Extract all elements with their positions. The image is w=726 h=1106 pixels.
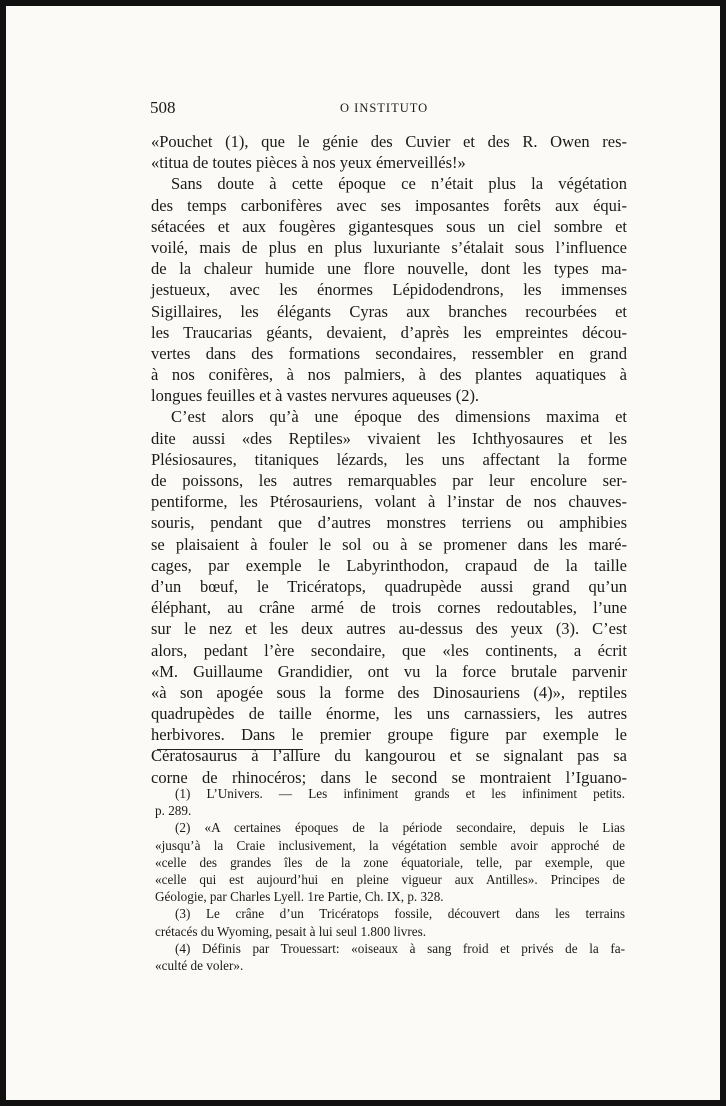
body-line: dite aussi «des Reptiles» vivaient les Ichthyosaures et les [151, 428, 627, 448]
body-line: éléphant, au crâne armé de trois cornes redoutables, l’une [151, 598, 627, 618]
body-line: cages, par exemple le Labyrinthodon, crapaud de la taille [151, 555, 627, 575]
body-line: «à son apogée sous la forme des Dinosauriens (4)», reptiles [151, 682, 627, 702]
body-line: alors, pedant l’ère secondaire, que «les continents, a écrit [151, 640, 627, 660]
footnote-line: «celle des grandes îles de la zone équatoriale, telle, par exemple, que [155, 854, 625, 870]
footnote-line: crétacés du Wyoming, pesait à lui seul 1.800 livres. [155, 923, 427, 939]
body-line: sétacées et aux fougères gigantesques sous un ciel sombre et [151, 216, 627, 236]
body-line: «Pouchet (1), que le génie des Cuvier et des R. Owen res- [151, 132, 627, 151]
footnote-line: p. 289. [155, 803, 192, 819]
body-line: «M. Guillaume Grandidier, ont vu la force brutale parvenir [151, 661, 627, 681]
body-line: C’est alors qu’à une époque des dimensions maxima et [171, 407, 627, 427]
body-line: sur le nez et les deux autres au-dessus des yeux (3). C’est [151, 619, 627, 639]
body-line: vertes dans des formations secondaires, ressembler en grand [151, 343, 627, 363]
footnote-divider [157, 749, 303, 750]
running-title: O INSTITUTO [340, 101, 429, 115]
body-line: voilé, mais de plus en plus luxuriante s’étalait sous l’influence [151, 237, 627, 257]
body-text [151, 131, 627, 788]
body-line: longues feuilles et à vastes nervures aqueuses (2). [151, 386, 480, 406]
body-line: des temps carbonifères avec ses imposantes forêts aux équi- [151, 195, 627, 215]
footnote-line: (1) L’Univers. — Les infiniment grands et les infiniment petits. [175, 786, 625, 801]
body-line: souris, pendant que d’autres monstres terriens ou amphibies [151, 513, 627, 533]
body-line: à nos conifères, à nos palmiers, à des plantes aquatiques à [151, 365, 627, 385]
footnotes [155, 785, 625, 974]
footnote-line: (3) Le crâne d’un Tricératops fossile, découvert dans les terrains [175, 906, 625, 922]
body-line: d’un bœuf, le Tricératops, quadrupède aussi grand qu’un [151, 576, 627, 596]
body-line: corne de rhinocéros; dans le second se montraient l’Iguano- [151, 767, 627, 787]
body-line: pentiforme, les Ptérosauriens, volant à l’instar de nos chauves- [151, 492, 627, 512]
body-line: «titua de toutes pièces à nos yeux émerveillés!» [151, 153, 466, 173]
body-line: Plésiosaures, titaniques lézards, les uns affectant la forme [151, 449, 627, 469]
body-line: les Traucarias géants, devaient, d’après les empreintes décou- [151, 322, 627, 342]
body-line: de la chaleur humide une flore nouvelle, dont les types ma- [151, 259, 627, 279]
page-header [150, 98, 626, 122]
footnote-line: (2) «A certaines époques de la période secondaire, depuis le Lias [175, 820, 625, 836]
body-line: Cératosaurus à l’allure du kangourou et se signalant pas sa [151, 746, 627, 766]
body-line: se plaisaient à fouler le sol ou à se promener dans les maré- [151, 534, 627, 554]
footnote-line: «jusqu’à la Craie inclusivement, la végétation semble avoir approché de [155, 837, 625, 853]
body-line: Sans doute à cette époque ce n’était plus la végétation [171, 174, 627, 194]
footnote-line: «culté de voler». [155, 957, 244, 973]
footnote-line: Géologie, par Charles Lyell. 1re Partie, Ch. IX, p. 328. [155, 889, 444, 905]
body-line: jestueux, avec les énormes Lépidodendrons, les immenses [151, 280, 627, 300]
body-line: de poissons, les autres remarquables par leur encolure ser- [151, 471, 627, 490]
body-line: Sigillaires, les élégants Cyras aux branches recourbées et [151, 301, 627, 321]
footnote-line: «celle qui est aujourd’hui en pleine vigueur aux Antilles». Principes de [155, 871, 625, 887]
footnote-line: (4) Définis par Trouessart: «oiseaux à sang froid et privés de la fa- [175, 940, 625, 956]
body-line: herbivores. Dans le premier groupe figure par exemple le [151, 725, 627, 745]
page-number: 508 [150, 98, 176, 117]
body-line: quadrupèdes de taille énorme, les uns carnassiers, les autres [151, 704, 627, 724]
